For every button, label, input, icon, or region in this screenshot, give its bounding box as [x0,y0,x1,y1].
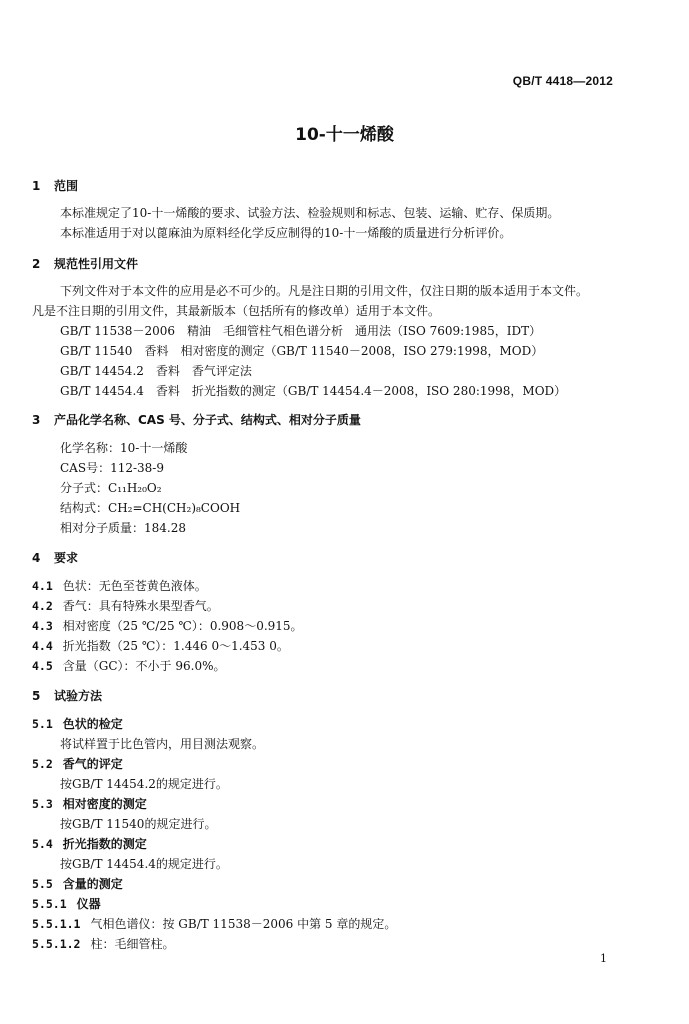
requirement-item [32,637,289,654]
structural-formula [60,499,240,516]
cas-number: CAS号：112-38-9 [60,461,164,475]
requirement-item [32,597,219,614]
reference-item: GB/T 11540 香料 相对密度的测定（GB/T 11540－2008，ISO 279:1998，MOD） [60,344,544,358]
molecular-weight: 相对分子质量：184.28 [60,521,186,535]
item-text: 色状：无色至苍黄色液体。 [62,579,207,593]
item-number: 4.5 [32,659,53,673]
clause-number: 5.5.1.1 [32,917,81,931]
clause-item [32,935,174,952]
subsection-number: 5.3 [32,797,53,811]
structure-value: CH₂=CH(CH₂)₈COOH [108,501,241,515]
item-number: 4.1 [32,579,53,593]
subsection-title: 相对密度的测定 [62,797,147,811]
section-number: 3 [32,413,41,427]
subsection-number: 5.2 [32,757,53,771]
chemical-name: 化学名称：10-十一烯酸 [60,441,188,455]
page-number: 1 [600,952,607,965]
requirement-item [32,577,207,594]
subsection-number: 5.1 [32,717,53,731]
subsection-heading [32,835,147,852]
item-text: 折光指数（25 ℃）：1.446 0～1.453 0。 [62,639,289,653]
subsection-title: 含量的测定 [62,877,123,891]
formula-value: C₁₁H₂₀O₂ [108,481,162,495]
reference-item: GB/T 11538－2006 精油 毛细管柱气相色谱分析 通用法（ISO 7609:1985，IDT） [60,324,542,338]
section-title: 产品化学名称、CAS 号、分子式、结构式、相对分子质量 [54,413,361,427]
subsection-number: 5.5 [32,877,53,891]
section-number: 2 [32,257,41,271]
clause-number: 5.5.1.2 [32,937,81,951]
requirement-item [32,617,303,634]
paragraph: 本标准适用于对以蓖麻油为原料经化学反应制得的10-十一烯酸的质量进行分析评价。 [60,226,512,240]
subsection-heading [32,715,123,732]
molecular-formula [60,479,162,496]
subsection-number: 5.5.1 [32,897,67,911]
item-number: 4.3 [32,619,53,633]
standard-code: QB/T 4418—2012 [512,74,613,88]
paragraph: 按GB/T 14454.4的规定进行。 [60,857,228,871]
formula-label: 分子式： [60,481,109,495]
section-4-heading [32,549,78,566]
section-title: 试验方法 [54,689,103,703]
subsection-title: 香气的评定 [62,757,123,771]
section-5-heading [32,687,102,704]
subsection-heading [32,795,147,812]
structure-label: 结构式： [60,501,109,515]
subsection-heading [32,755,123,772]
item-number: 4.2 [32,599,53,613]
item-text: 含量（GC）：不小于 96.0%。 [62,659,226,673]
section-3-heading [32,411,361,428]
clause-text: 柱：毛细管柱。 [90,937,175,951]
section-number: 1 [32,179,41,193]
item-text: 相对密度（25 ℃/25 ℃）：0.908～0.915。 [62,619,303,633]
paragraph: 按GB/T 14454.2的规定进行。 [60,777,228,791]
paragraph: 凡是不注日期的引用文件，其最新版本（包括所有的修改单）适用于本文件。 [32,304,441,318]
section-title: 要求 [54,551,79,565]
clause-text: 气相色谱仪：按 GB/T 11538－2006 中第 5 章的规定。 [90,917,397,931]
paragraph: 按GB/T 11540的规定进行。 [60,817,217,831]
subsection-number: 5.4 [32,837,53,851]
reference-item: GB/T 14454.4 香料 折光指数的测定（GB/T 14454.4－2008，ISO 280:1998，MOD） [60,384,567,398]
subsection-heading [32,895,101,912]
clause-item [32,915,396,932]
paragraph: 下列文件对于本文件的应用是必不可少的。凡是注日期的引用文件，仅注日期的版本适用于本文件。 [60,284,589,298]
section-number: 5 [32,689,41,703]
section-1-heading [32,177,78,194]
requirement-item [32,657,226,674]
section-number: 4 [32,551,41,565]
paragraph: 本标准规定了10-十一烯酸的要求、试验方法、检验规则和标志、包装、运输、贮存、保质期。 [60,206,560,220]
document-title: 10-十一烯酸 [295,125,394,145]
subsection-heading [32,875,123,892]
item-text: 香气：具有特殊水果型香气。 [62,599,219,613]
section-title: 规范性引用文件 [54,257,139,271]
reference-item: GB/T 14454.2 香料 香气评定法 [60,364,252,378]
item-number: 4.4 [32,639,53,653]
section-2-heading [32,255,138,272]
subsection-title: 仪器 [76,897,101,911]
section-title: 范围 [54,179,79,193]
subsection-title: 色状的检定 [62,717,123,731]
subsection-title: 折光指数的测定 [62,837,147,851]
paragraph: 将试样置于比色管内，用目测法观察。 [60,737,265,751]
